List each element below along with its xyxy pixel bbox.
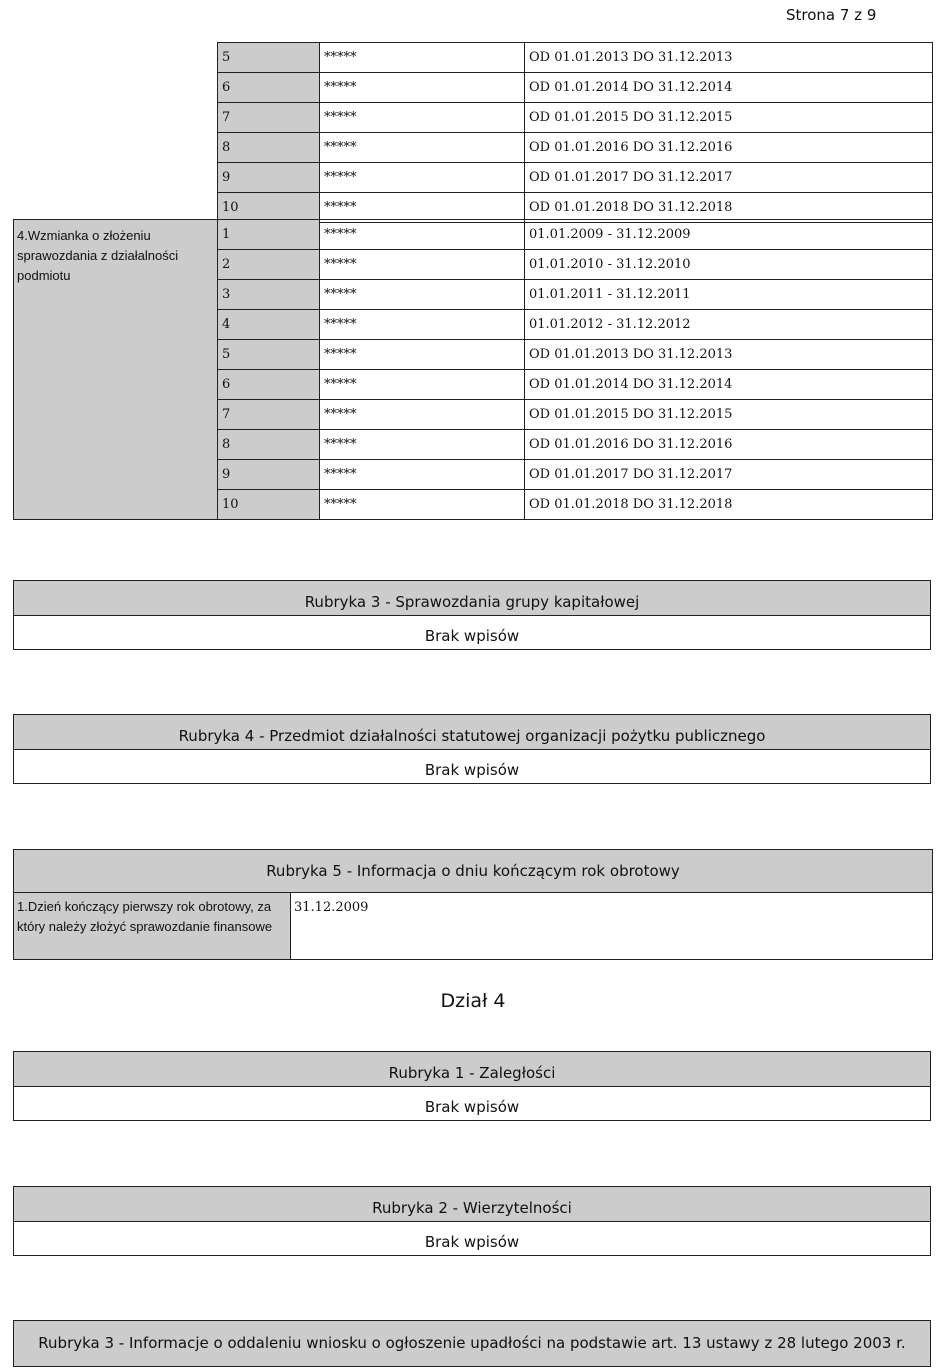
row-number: 3 [218, 280, 320, 310]
row-period: OD 01.01.2014 DO 31.12.2014 [525, 370, 933, 400]
row-number: 10 [218, 490, 320, 520]
row-period: OD 01.01.2013 DO 31.12.2013 [525, 43, 933, 73]
row-number: 8 [218, 133, 320, 163]
row-number: 5 [218, 340, 320, 370]
row-period: 01.01.2010 - 31.12.2010 [525, 250, 933, 280]
table-row [218, 163, 933, 193]
row-number: 2 [218, 250, 320, 280]
row-number: 6 [218, 73, 320, 103]
rubryka4-title: Rubryka 4 - Przedmiot działalności statutowej organizacji pożytku publicznego [14, 715, 930, 750]
row-number: 9 [218, 460, 320, 490]
row-masked-value: ***** [320, 430, 525, 460]
rubryka5-title: Rubryka 5 - Informacja o dniu kończącym rok obrotowy [14, 850, 933, 893]
row-masked-value: ***** [320, 340, 525, 370]
row-period: OD 01.01.2018 DO 31.12.2018 [525, 193, 933, 223]
row-masked-value: ***** [320, 220, 525, 250]
d4-rubryka2-body: Brak wpisów [424, 1233, 520, 1251]
row-period: OD 01.01.2015 DO 31.12.2015 [525, 103, 933, 133]
row-masked-value: ***** [320, 250, 525, 280]
row-period: OD 01.01.2018 DO 31.12.2018 [525, 490, 933, 520]
table-row [218, 193, 933, 223]
row-masked-value: ***** [320, 193, 525, 223]
page-number: Strona 7 z 9 [786, 6, 877, 24]
rubryka3-title: Rubryka 3 - Sprawozdania grupy kapitałowej [14, 581, 930, 616]
row-masked-value: ***** [320, 73, 525, 103]
row-number: 4 [218, 310, 320, 340]
row-period: OD 01.01.2017 DO 31.12.2017 [525, 460, 933, 490]
row-period: OD 01.01.2014 DO 31.12.2014 [525, 73, 933, 103]
table-row [218, 43, 933, 73]
row-masked-value: ***** [320, 43, 525, 73]
rubryka4-body: Brak wpisów [424, 761, 520, 779]
row-number: 7 [218, 400, 320, 430]
table-row [14, 220, 933, 250]
row-period: OD 01.01.2016 DO 31.12.2016 [525, 430, 933, 460]
dzial4-heading: Dział 4 [440, 990, 506, 1012]
d4-rubryka1-body: Brak wpisów [424, 1098, 520, 1116]
row-number: 10 [218, 193, 320, 223]
section4-table [13, 219, 933, 520]
row-period: OD 01.01.2017 DO 31.12.2017 [525, 163, 933, 193]
row-period: OD 01.01.2015 DO 31.12.2015 [525, 400, 933, 430]
d4-rubryka1-title: Rubryka 1 - Zaległości [14, 1052, 930, 1087]
row-number: 8 [218, 430, 320, 460]
row-number: 5 [218, 43, 320, 73]
row-masked-value: ***** [320, 490, 525, 520]
row-masked-value: ***** [320, 460, 525, 490]
row-number: 9 [218, 163, 320, 193]
row-number: 1 [218, 220, 320, 250]
row-number: 6 [218, 370, 320, 400]
row-masked-value: ***** [320, 133, 525, 163]
rubryka3-body: Brak wpisów [424, 627, 520, 645]
row-masked-value: ***** [320, 370, 525, 400]
row-masked-value: ***** [320, 163, 525, 193]
rubryka4-box [13, 714, 931, 784]
row-period: 01.01.2012 - 31.12.2012 [525, 310, 933, 340]
rubryka3-box [13, 580, 931, 650]
row-number: 7 [218, 103, 320, 133]
rubryka5-table [13, 849, 933, 960]
table-row [218, 103, 933, 133]
table-row [218, 133, 933, 163]
rubryka5-label: 1.Dzień kończący pierwszy rok obrotowy, za który należy złożyć sprawozdanie finansowe [14, 893, 291, 960]
row-period: 01.01.2011 - 31.12.2011 [525, 280, 933, 310]
row-masked-value: ***** [320, 310, 525, 340]
row-masked-value: ***** [320, 280, 525, 310]
d4-rubryka3-title: Rubryka 3 - Informacje o oddaleniu wniosku o ogłoszenie upadłości na podstawie art. 13 ustawy z 28 lutego 2003 r. [38, 1334, 906, 1352]
d4-rubryka3-box [13, 1320, 931, 1367]
table-row [218, 73, 933, 103]
rubryka5-value: 31.12.2009 [291, 893, 933, 960]
d4-rubryka2-title: Rubryka 2 - Wierzytelności [14, 1187, 930, 1222]
d4-rubryka2-box [13, 1186, 931, 1256]
row-period: OD 01.01.2013 DO 31.12.2013 [525, 340, 933, 370]
row-period: 01.01.2009 - 31.12.2009 [525, 220, 933, 250]
d4-rubryka1-box [13, 1051, 931, 1121]
row-period: OD 01.01.2016 DO 31.12.2016 [525, 133, 933, 163]
section4-label: 4.Wzmianka o złożeniu sprawozdania z działalności podmiotu [14, 220, 218, 520]
row-masked-value: ***** [320, 103, 525, 133]
row-masked-value: ***** [320, 400, 525, 430]
continuation-table [217, 42, 933, 223]
